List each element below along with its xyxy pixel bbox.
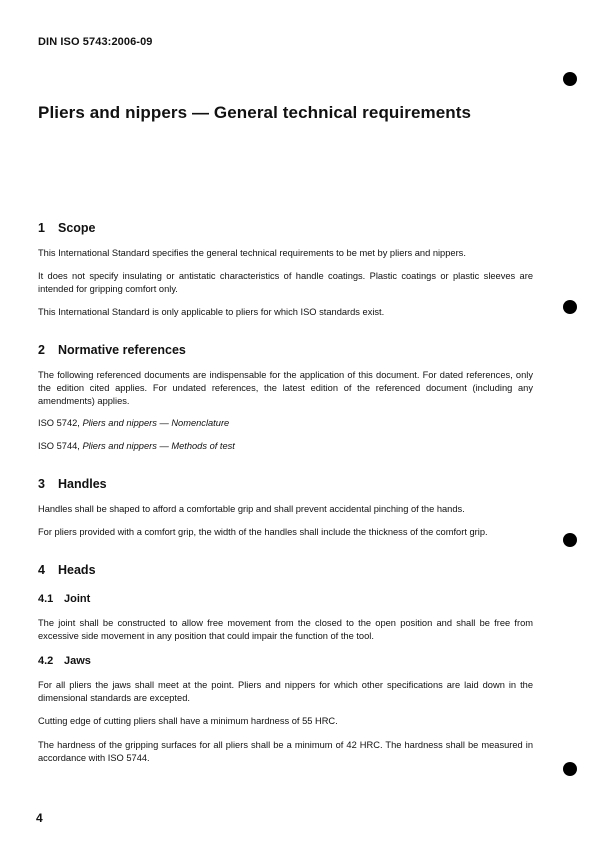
punch-hole-dot	[563, 762, 577, 776]
section-number: 1	[38, 221, 45, 235]
paragraph: Cutting edge of cutting pliers shall have a minimum hardness of 55 HRC.	[38, 716, 338, 726]
section-heading-handles	[38, 477, 107, 491]
document-id: DIN ISO 5743:2006-09	[38, 36, 153, 48]
subsection-heading-joint	[38, 593, 90, 605]
reference-title: Pliers and nippers — Nomenclature	[82, 418, 230, 428]
punch-hole-dot	[563, 533, 577, 547]
page-number: 4	[36, 811, 43, 825]
section-heading-scope	[38, 221, 96, 235]
subsection-number: 4.2	[38, 655, 54, 667]
punch-hole-dot	[563, 72, 577, 86]
section-heading-normative-references	[38, 343, 186, 357]
section-title: Heads	[58, 563, 96, 577]
paragraph: For pliers provided with a comfort grip, the width of the handles shall include the thickness of the comfort grip.	[38, 527, 488, 537]
paragraph: The joint shall be constructed to allow free movement from the closed to the open position and shall be free from excessive side movement in any position that could impair the function of the tool.	[38, 618, 533, 641]
subsection-title: Jaws	[64, 655, 91, 667]
section-number: 3	[38, 477, 45, 491]
section-heading-heads	[38, 563, 96, 577]
paragraph: The following referenced documents are indispensable for the application of this document. For dated references, only the edition cited applies. For undated references, the latest edition of the referenced document (including any amendments) applies.	[38, 370, 533, 406]
punch-hole-dot	[563, 300, 577, 314]
section-title: Handles	[58, 477, 107, 491]
section-title: Normative references	[58, 343, 186, 357]
subsection-title: Joint	[64, 593, 91, 605]
reference-item	[38, 440, 533, 453]
subsection-number: 4.1	[38, 593, 54, 605]
section-title: Scope	[58, 221, 96, 235]
paragraph: Handles shall be shaped to afford a comfortable grip and shall prevent accidental pinching of the hands.	[38, 504, 465, 514]
paragraph: This International Standard specifies the general technical requirements to be met by pliers and nippers.	[38, 248, 466, 258]
reference-code: ISO 5742,	[38, 418, 83, 428]
subsection-heading-jaws	[38, 655, 91, 667]
paragraph: This International Standard is only applicable to pliers for which ISO standards exist.	[38, 307, 385, 317]
paragraph: The hardness of the gripping surfaces for all pliers shall be a minimum of 42 HRC. The hardness shall be measured in accordance with ISO 5744.	[38, 740, 533, 763]
paragraph: For all pliers the jaws shall meet at the point. Pliers and nippers for which other specifications are laid down in the dimensional standards are excepted.	[38, 680, 533, 703]
reference-item	[38, 417, 533, 430]
page-title: Pliers and nippers — General technical requirements	[38, 103, 472, 122]
reference-code: ISO 5744,	[38, 441, 83, 451]
section-number: 2	[38, 343, 45, 357]
section-number: 4	[38, 563, 45, 577]
paragraph: It does not specify insulating or antistatic characteristics of handle coatings. Plastic coatings or plastic sleeves are intended for gripping comfort only.	[38, 271, 533, 294]
reference-title: Pliers and nippers — Methods of test	[82, 441, 235, 451]
